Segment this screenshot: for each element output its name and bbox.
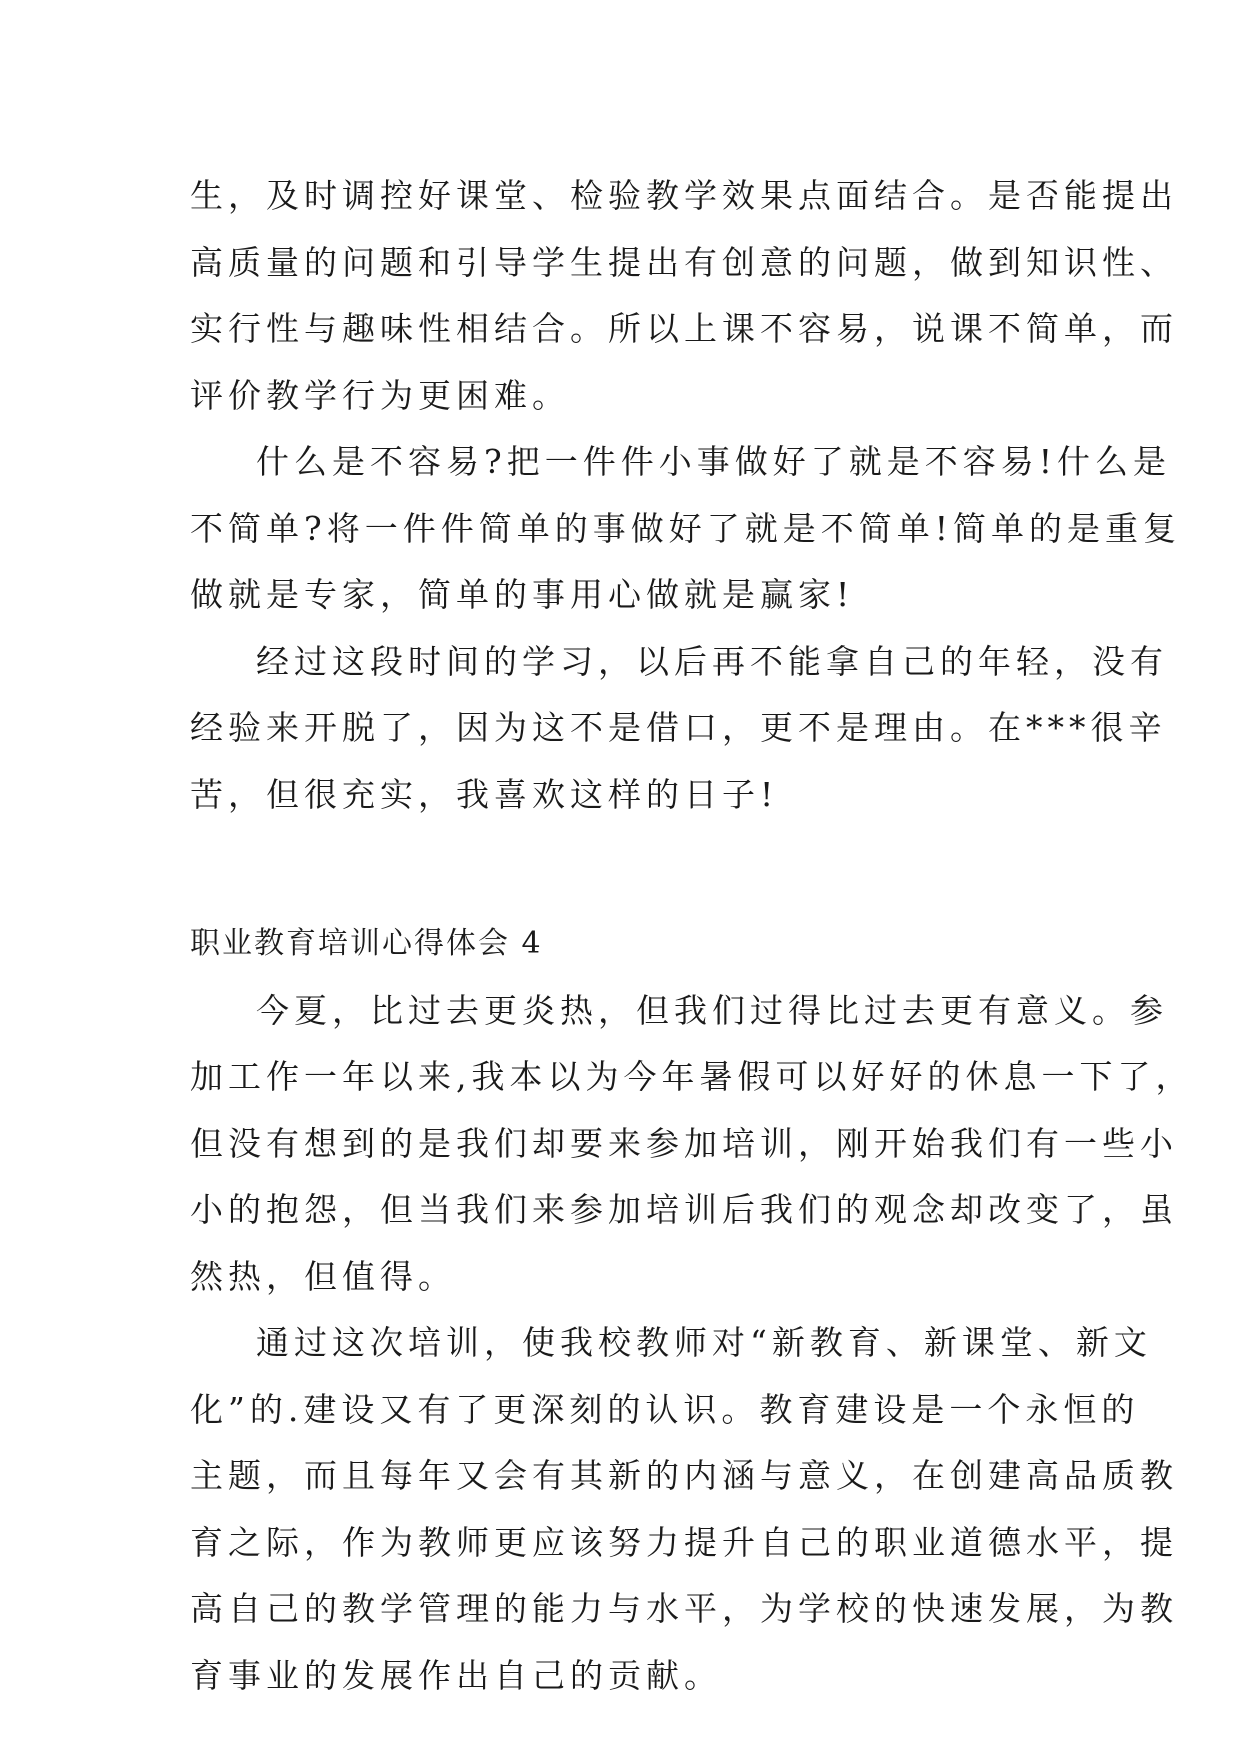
paragraph-4-2 <box>190 1310 1178 1709</box>
text-line: 通过这次培训，使我校教师对“新教育、新课堂、新文 <box>256 1323 1152 1362</box>
paragraph-prev-1 <box>190 163 1178 429</box>
text-line: 生，及时调控好课堂、检验教学效果点面结合。是否能提出 <box>190 176 1178 215</box>
text-line: 今夏，比过去更炎热，但我们过得比过去更有意义。参 <box>256 990 1168 1030</box>
paragraph-prev-2 <box>190 429 1181 629</box>
text-line: 不简单?将一件件简单的事做好了就是不简单!简单的是重复 <box>190 508 1181 548</box>
text-line: 实行性与趣味性相结合。所以上课不容易，说课不简单，而 <box>190 309 1178 348</box>
text-line: 评价教学行为更困难。 <box>190 375 570 415</box>
text-line: 高质量的问题和引导学生提出有创意的问题，做到知识性、 <box>190 242 1178 282</box>
section-4 <box>190 911 1194 1709</box>
section-heading: 职业教育培训心得体会 4 <box>190 926 543 961</box>
text-line: 经验来开脱了，因为这不是借口，更不是理由。在***很辛 <box>190 708 1167 747</box>
text-line: 高自己的教学管理的能力与水平，为学校的快速发展，为教 <box>190 1589 1178 1628</box>
text-line: 苦，但很充实，我喜欢这样的日子! <box>190 774 779 814</box>
text-line: 育之际，作为教师更应该努力提升自己的职业道德水平，提 <box>190 1522 1178 1562</box>
text-line: 化”的.建设又有了更深刻的认识。教育建设是一个永恒的 <box>190 1389 1140 1429</box>
text-line: 小的抱怨，但当我们来参加培训后我们的观念却改变了，虽 <box>190 1190 1178 1229</box>
text-line: 然热，但值得。 <box>190 1256 456 1296</box>
text-line: 育事业的发展作出自己的贡献。 <box>190 1655 722 1695</box>
text-line: 主题，而且每年又会有其新的内涵与意义，在创建高品质教 <box>190 1456 1178 1495</box>
text-line: 加工作一年以来,我本以为今年暑假可以好好的休息一下了， <box>190 1057 1194 1096</box>
text-line: 做就是专家，简单的事用心做就是赢家! <box>190 575 855 614</box>
document-body <box>190 163 1194 1709</box>
paragraph-4-1 <box>190 978 1194 1311</box>
paragraph-prev-3 <box>190 629 1168 829</box>
text-line: 但没有想到的是我们却要来参加培训，刚开始我们有一些小 <box>190 1123 1178 1163</box>
text-line: 经过这段时间的学习，以后再不能拿自己的年轻，没有 <box>256 641 1168 681</box>
text-line: 什么是不容易?把一件件小事做好了就是不容易!什么是 <box>256 442 1171 481</box>
